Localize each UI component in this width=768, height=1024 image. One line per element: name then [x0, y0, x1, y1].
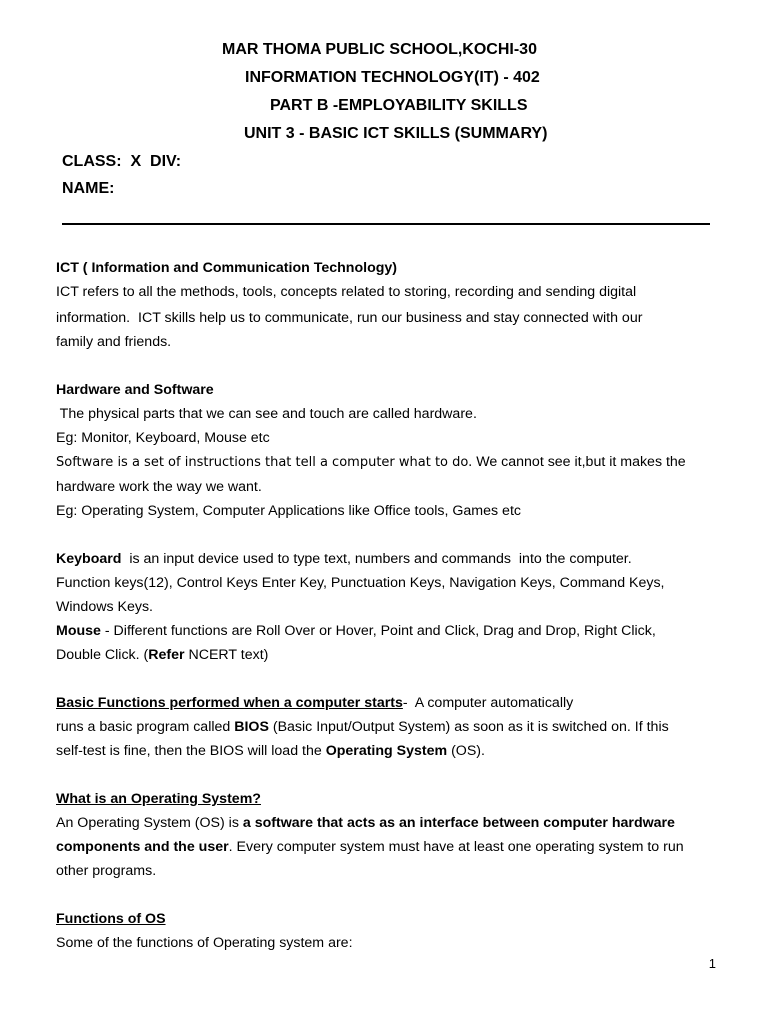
- school-name: MAR THOMA PUBLIC SCHOOL,KOCHI-30: [222, 41, 537, 58]
- refer-label: Refer: [148, 647, 185, 663]
- mouse-line-2-end: NCERT text): [184, 647, 269, 663]
- basic-functions-intro: - A computer automatically: [402, 695, 574, 711]
- keyboard-line-2: Function keys(12), Control Keys Enter Key, Punctuation Keys, Navigation Keys, Command Keys,: [56, 575, 665, 591]
- basic-functions-line-3: [56, 739, 720, 763]
- page-number: 1: [708, 956, 716, 971]
- what-is-os-line-1: [56, 811, 720, 835]
- keyboard-definition: is an input device used to type text, numbers and commands into the computer.: [121, 551, 632, 567]
- hardware-line-4: hardware work the way we want.: [56, 479, 262, 495]
- bios-term: BIOS: [234, 719, 269, 735]
- mouse-definition: - Different functions are Roll Over or Hover, Point and Click, Drag and Drop, Right Click,: [100, 623, 656, 639]
- keyboard-line-3: Windows Keys.: [56, 599, 153, 615]
- hardware-line-3: [56, 450, 720, 475]
- spacer: [56, 763, 720, 787]
- keyboard-term: Keyboard: [56, 551, 122, 567]
- mouse-line-1: [56, 619, 720, 643]
- mouse-term: Mouse: [56, 623, 101, 639]
- os-definition-bold-2: components and the user: [56, 839, 229, 855]
- ict-heading: ICT ( Information and Communication Technology): [56, 260, 398, 276]
- functions-of-os-line-1: Some of the functions of Operating system are:: [56, 935, 353, 951]
- what-is-os-line-2: [56, 835, 720, 859]
- keyboard-line-1: [56, 547, 720, 571]
- what-is-os-line-3: other programs.: [56, 863, 157, 879]
- os-definition-start: An Operating System (OS) is: [56, 815, 243, 831]
- bios-line-end: (Basic Input/Output System) as soon as it is switched on. If this: [268, 719, 669, 735]
- ict-line-2: information. ICT skills help us to communicate, run our business and stay connected with our: [56, 310, 643, 326]
- basic-functions-line-2: [56, 715, 720, 739]
- mouse-line-2-start: Double Click. (: [56, 647, 149, 663]
- hardware-heading: Hardware and Software: [56, 382, 214, 398]
- document-body: [56, 256, 720, 955]
- ict-line-1: ICT refers to all the methods, tools, concepts related to storing, recording and sending digital: [56, 284, 637, 300]
- os-line-start: self-test is fine, then the BIOS will load the: [56, 743, 326, 759]
- os-definition-bold: a software that acts as an interface between computer hardware: [242, 815, 675, 831]
- basic-functions-heading: Basic Functions performed when a computer starts: [56, 695, 403, 711]
- part-title: PART B -EMPLOYABILITY SKILLS: [270, 97, 528, 114]
- spacer: [56, 354, 720, 378]
- hardware-line-1: The physical parts that we can see and touch are called hardware.: [56, 406, 477, 422]
- os-term: Operating System: [325, 743, 448, 759]
- hardware-line-2: Eg: Monitor, Keyboard, Mouse etc: [56, 430, 270, 446]
- spacer: [56, 883, 720, 907]
- class-div-label: CLASS: X DIV:: [62, 153, 182, 170]
- os-line-end: (OS).: [447, 743, 485, 759]
- basic-functions-line-1: [56, 691, 720, 715]
- mouse-line-2: [56, 643, 720, 667]
- spacer: [56, 667, 720, 691]
- hardware-line-5: Eg: Operating System, Computer Applications like Office tools, Games etc: [56, 503, 521, 519]
- os-definition-end: . Every computer system must have at least one operating system to run: [228, 839, 684, 855]
- functions-of-os-heading: Functions of OS: [56, 911, 166, 927]
- name-underline: [62, 223, 710, 225]
- name-label: NAME:: [62, 180, 115, 197]
- spacer: [56, 523, 720, 547]
- unit-title: UNIT 3 - BASIC ICT SKILLS (SUMMARY): [244, 125, 548, 142]
- ict-line-3: family and friends.: [56, 334, 172, 350]
- software-line-rest: We cannot see it,but it makes the: [472, 454, 686, 470]
- bios-line-start: runs a basic program called: [56, 719, 235, 735]
- subject-title: INFORMATION TECHNOLOGY(IT) - 402: [245, 69, 540, 86]
- what-is-os-heading: What is an Operating System?: [56, 791, 261, 807]
- software-definition: Software is a set of instructions that tell a computer what to do.: [56, 455, 473, 470]
